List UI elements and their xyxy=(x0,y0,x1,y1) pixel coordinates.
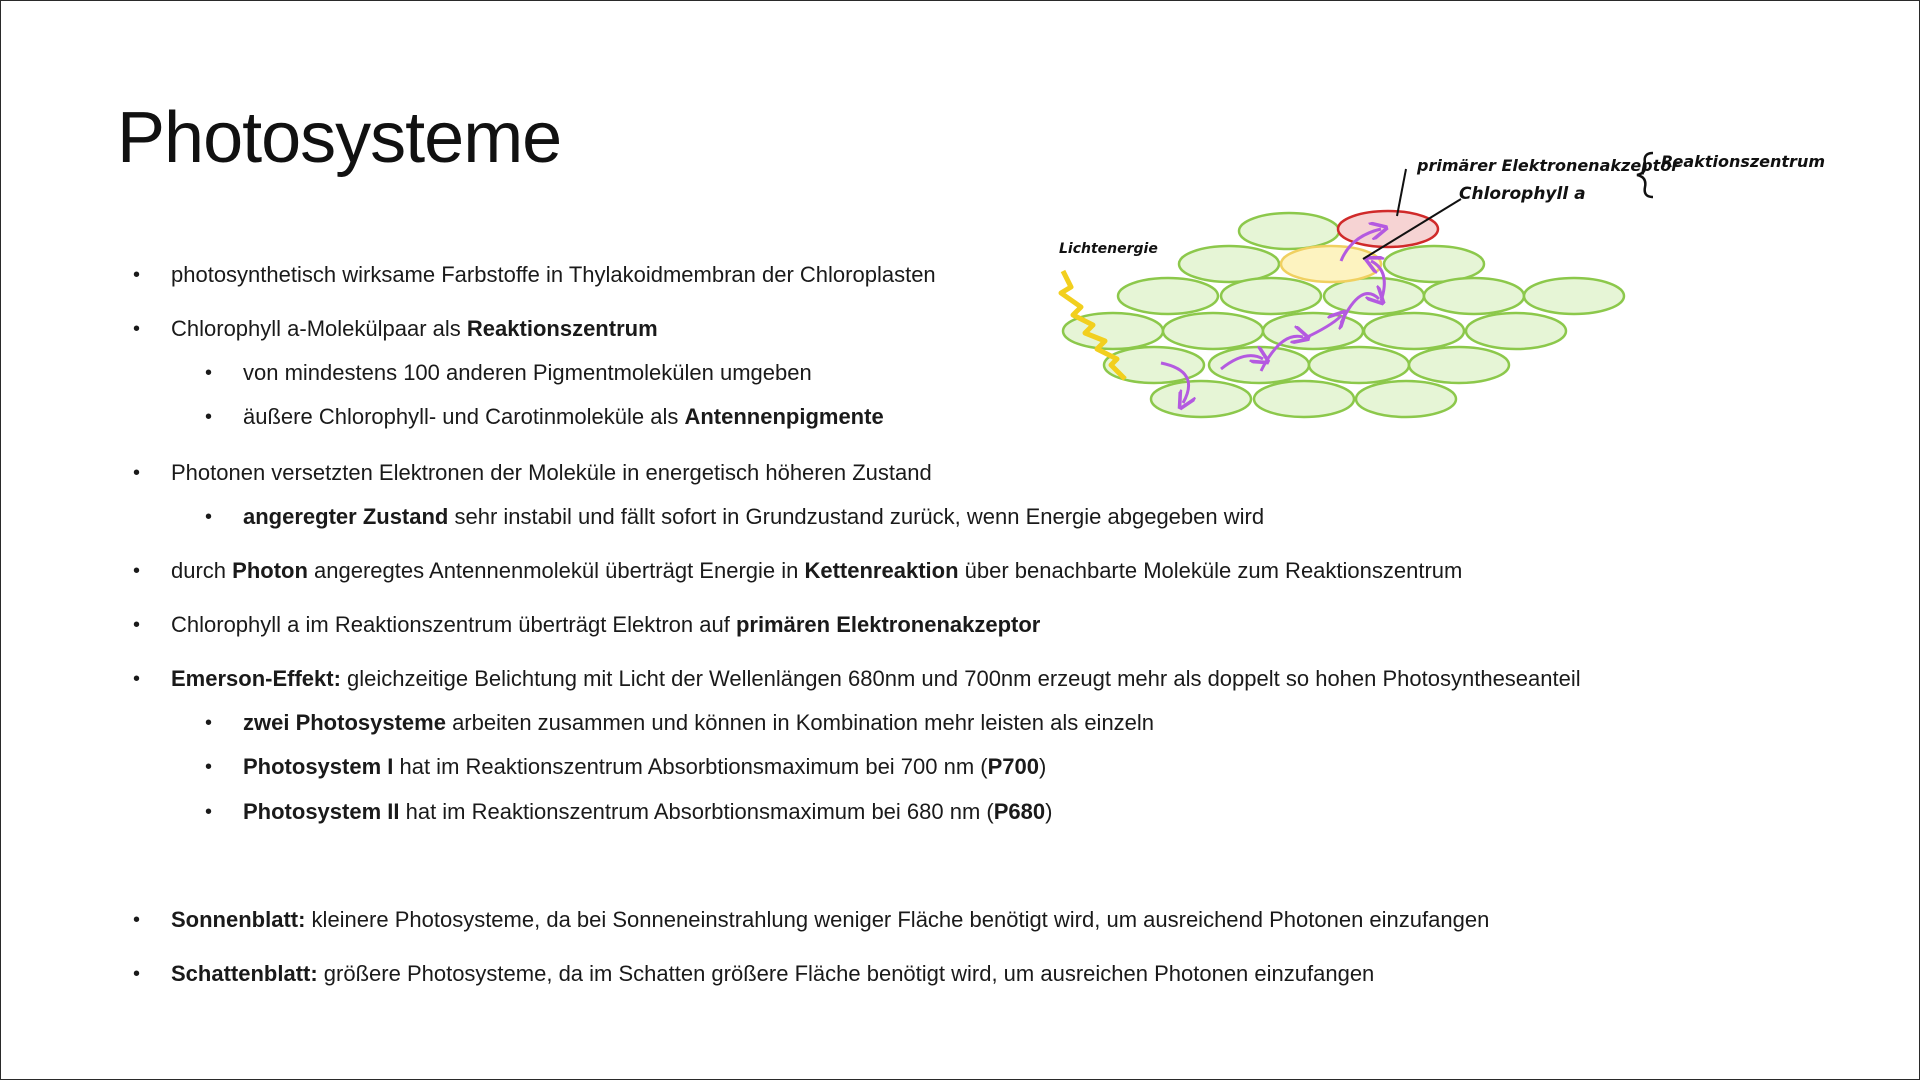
bullet-bold-term: angeregter Zustand xyxy=(243,504,449,529)
bullet-bold-term: P680 xyxy=(993,799,1046,824)
bullet-angeregter-zustand xyxy=(205,502,1265,532)
bullet-photosystem-2 xyxy=(205,797,1053,827)
bullet-antennenpigmente xyxy=(205,402,884,432)
bullet-farbstoffe xyxy=(133,260,936,290)
bullet-symbol: • xyxy=(133,668,141,690)
photosystem-diagram xyxy=(1041,141,1841,441)
pigment-molecule xyxy=(1221,278,1321,314)
bullet-text: sehr instabil und fällt sofort in Grundzustand zurück, wenn Energie abgegeben wird xyxy=(448,504,1265,529)
pigment-molecule xyxy=(1118,278,1218,314)
pigment-molecule xyxy=(1356,381,1456,417)
bullet-text: hat im Reaktionszentrum Absorbtionsmaximum bei 700 nm ( xyxy=(393,754,988,779)
bullet-text: kleinere Photosysteme, da bei Sonneneinstrahlung weniger Fläche benötigt wird, um ausreichend Photonen einzufangen xyxy=(305,907,1490,932)
bullet-kettenreaktion xyxy=(133,556,1463,586)
bullet-text: durch xyxy=(171,558,233,583)
chlorophyll-a-molecule xyxy=(1281,246,1381,282)
bullet-text: angeregtes Antennenmolekül überträgt Energie in xyxy=(307,558,805,583)
bullet-bold-term: Photosystem I xyxy=(243,754,394,779)
bullet-photonen xyxy=(133,458,932,488)
bullet-photosystem-1 xyxy=(205,752,1047,782)
molecule-row-1 xyxy=(1239,213,1339,249)
bullet-bold-term: Photon xyxy=(232,558,308,583)
bullet-symbol: • xyxy=(133,264,141,286)
bullet-text: hat im Reaktionszentrum Absorbtionsmaximum bei 680 nm ( xyxy=(399,799,994,824)
label-primary-acceptor: primärer Elektronenakzeptor xyxy=(1417,156,1680,175)
pigment-molecule xyxy=(1163,313,1263,349)
bullet-schattenblatt xyxy=(133,959,1375,989)
bullet-text: Chlorophyll a im Reaktionszentrum überträgt Elektron auf xyxy=(171,612,736,637)
bullet-text: äußere Chlorophyll- und Carotinmoleküle als xyxy=(243,404,685,429)
bullet-symbol: • xyxy=(205,712,213,734)
bullet-symbol: • xyxy=(133,318,141,340)
bullet-symbol: • xyxy=(133,909,141,931)
bullet-symbol: • xyxy=(133,963,141,985)
pigment-molecule xyxy=(1364,313,1464,349)
bullet-bold-term: Emerson-Effekt: xyxy=(171,666,341,691)
bullet-bold-term: Schattenblatt: xyxy=(171,961,318,986)
page-title: Photosysteme xyxy=(117,98,562,178)
pigment-molecule xyxy=(1151,381,1251,417)
bullet-bold-term: P700 xyxy=(987,754,1040,779)
bullet-symbol: • xyxy=(133,614,141,636)
molecule-row-3 xyxy=(1118,278,1624,314)
acceptor-pointer-line xyxy=(1397,169,1406,216)
bullet-text: von mindestens 100 anderen Pigmentmolekülen umgeben xyxy=(243,360,812,385)
bullet-text: Photonen versetzten Elektronen der Moleküle in energetisch höheren Zustand xyxy=(171,460,932,485)
bullet-zwei-photosysteme xyxy=(205,708,1155,738)
pigment-molecule xyxy=(1466,313,1566,349)
bullet-elektronenakzeptor xyxy=(133,610,1041,640)
bullet-text: gleichzeitige Belichtung mit Licht der Wellenlängen 680nm und 700nm erzeugt mehr als doppelt so hohen Photosyntheseanteil xyxy=(340,666,1581,691)
bullet-text: Chlorophyll a-Molekülpaar als xyxy=(171,316,467,341)
molecule-row-6 xyxy=(1151,381,1456,417)
bullet-symbol: • xyxy=(205,406,213,428)
bullet-sonnenblatt xyxy=(133,905,1490,935)
bullet-bold-term: Reaktionszentrum xyxy=(466,316,658,341)
pigment-molecule xyxy=(1239,213,1339,249)
pigment-molecule xyxy=(1254,381,1354,417)
bullet-text: photosynthetisch wirksame Farbstoffe in Thylakoidmembran der Chloroplasten xyxy=(171,262,936,287)
bullet-symbol: • xyxy=(133,462,141,484)
label-light-energy: Lichtenergie xyxy=(1059,241,1158,257)
bullet-symbol: • xyxy=(133,560,141,582)
bullet-emerson-effekt xyxy=(133,664,1581,694)
bullet-bold-term: Kettenreaktion xyxy=(804,558,959,583)
molecule-row-4 xyxy=(1063,313,1566,349)
pigment-molecule xyxy=(1424,278,1524,314)
bullet-bold-term: Sonnenblatt: xyxy=(171,907,306,932)
bullet-text: größere Photosysteme, da im Schatten größere Fläche benötigt wird, um ausreichen Photonen einzufangen xyxy=(317,961,1375,986)
bullet-bold-term: primären Elektronenakzeptor xyxy=(735,612,1041,637)
bullet-text: arbeiten zusammen und können in Kombination mehr leisten als einzeln xyxy=(445,710,1155,735)
pigment-molecule xyxy=(1179,246,1279,282)
bullet-bold-term: zwei Photosysteme xyxy=(243,710,446,735)
bullet-symbol: • xyxy=(205,756,213,778)
bullet-symbol: • xyxy=(205,801,213,823)
label-reaction-center: Reaktionszentrum xyxy=(1661,152,1826,171)
bullet-pigmentmolekuele xyxy=(205,358,812,388)
label-chlorophyll-a: Chlorophyll a xyxy=(1459,184,1586,204)
pigment-molecule xyxy=(1524,278,1624,314)
pigment-molecule xyxy=(1409,347,1509,383)
bullet-text: über benachbarte Moleküle zum Reaktionszentrum xyxy=(958,558,1463,583)
bullet-bold-term: Antennenpigmente xyxy=(684,404,884,429)
bullet-reaktionszentrum xyxy=(133,314,658,344)
bullet-symbol: • xyxy=(205,506,213,528)
bullet-bold-term: Photosystem II xyxy=(243,799,400,824)
pigment-molecule xyxy=(1384,246,1484,282)
bullet-symbol: • xyxy=(205,362,213,384)
pigment-molecule xyxy=(1309,347,1409,383)
bullet-text: ) xyxy=(1045,799,1053,824)
pigment-molecule xyxy=(1104,347,1204,383)
bullet-text: ) xyxy=(1039,754,1047,779)
